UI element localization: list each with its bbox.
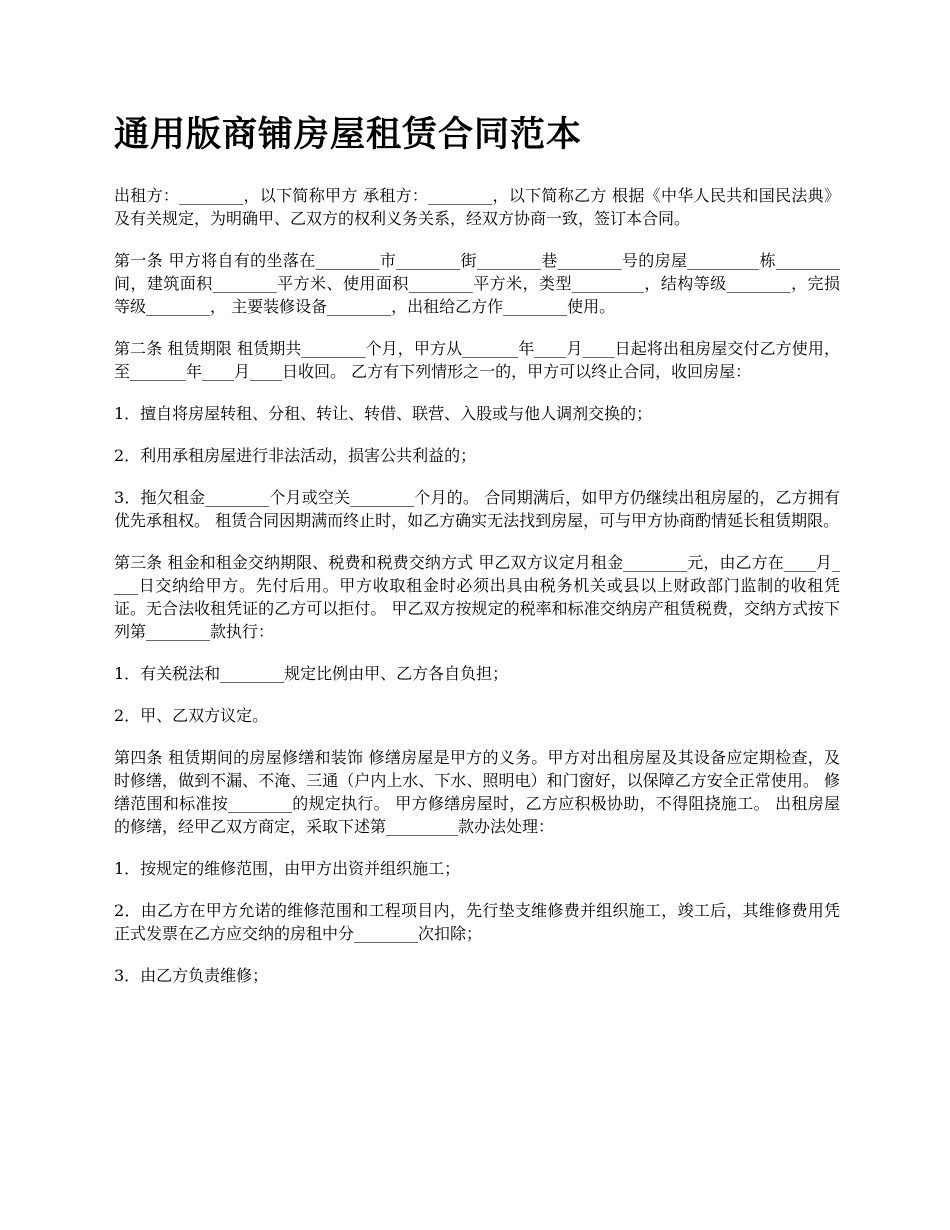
document-title: 通用版商铺房屋租赁合同范本 — [114, 114, 583, 155]
paragraph-article-1: 第一条 甲方将自有的坐落在________市________街________巷________号的房屋_________栋________间，建筑面积________平方米、使用面积________平方米，类型_________，结构等级________，完损等级________， 主要装修设备________，出租给乙方作________使用。 — [114, 251, 840, 316]
paragraph-article-4-item-1: 1．按规定的维修范围，由甲方出资并组织施工； — [114, 859, 461, 878]
paragraph-article-2-item-3: 3．拖欠租金________个月或空关________个月的。 合同期满后，如甲方仍继续出租房屋的，乙方拥有优先承租权。 租赁合同因期满而终止时，如乙方确实无法找到房屋，可与甲方协商酌情延长租赁期限。 — [114, 488, 840, 530]
paragraph-article-2-item-2: 2．利用承租房屋进行非法活动，损害公共利益的； — [114, 446, 477, 465]
paragraph-article-3-item-1: 1．有关税法和________规定比例由甲、乙方各自负担； — [114, 664, 509, 683]
paragraph-article-4: 第四条 租赁期间的房屋修缮和装饰 修缮房屋是甲方的义务。甲方对出租房屋及其设备应定期检查，及时修缮，做到不漏、不淹、三通（户内上水、下水、照明电）和门窗好，以保障乙方安全正常使用。 修缮范围和标准按________的规定执行。 甲方修缮房屋时，乙方应积极协助，不得阻挠施工。 出租房屋的修缮，经甲乙双方商定，采取下述第_________款办法处理： — [114, 748, 840, 836]
document-page — [114, 112, 840, 1006]
paragraph-article-4-item-3: 3．由乙方负责维修； — [114, 966, 269, 985]
paragraph-article-2: 第二条 租赁期限 租赁期共________个月，甲方从_______年____月____日起将出租房屋交付乙方使用，至_______年____月____日收回。 乙方有下列情形之一的，甲方可以终止合同，收回房屋： — [114, 339, 840, 381]
paragraph-article-3: 第三条 租金和租金交纳期限、税费和税费交纳方式 甲乙双方议定月租金________元，由乙方在____月____日交纳给甲方。先付后用。甲方收取租金时必须出具由税务机关或县以上财政部门监制的收租凭证。无合法收租凭证的乙方可以拒付。 甲乙双方按规定的税率和标准交纳房产租赁税费，交纳方式按下列第________款执行： — [114, 553, 840, 641]
paragraph-article-4-item-2: 2．由乙方在甲方允诺的维修范围和工程项目内，先行垫支维修费并组织施工，竣工后，其维修费用凭正式发票在乙方应交纳的房租中分________次扣除； — [114, 901, 840, 943]
paragraph-article-2-item-1: 1．擅自将房屋转租、分租、转让、转借、联营、入股或与他人调剂交换的； — [114, 404, 653, 423]
paragraph-article-3-item-2: 2．甲、乙双方议定。 — [114, 706, 269, 725]
paragraph-parties: 出租方：________，以下简称甲方 承租方：________，以下简称乙方 根据《中华人民共和国民法典》及有关规定，为明确甲、乙双方的权利义务关系，经双方协商一致，签订本合同。 — [114, 186, 840, 228]
